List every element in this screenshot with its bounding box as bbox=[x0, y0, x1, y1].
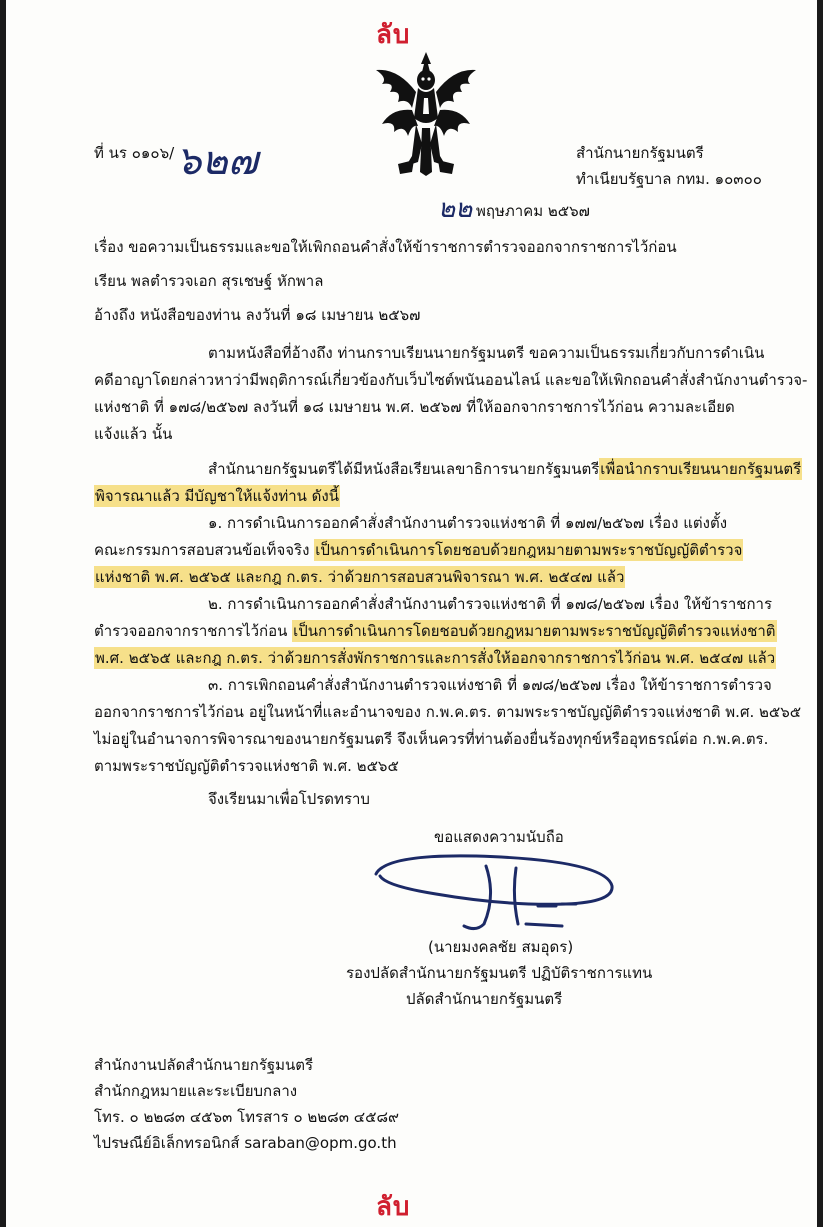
para1-line: ตามหนังสือที่อ้างถึง ท่านกราบเรียนนายกรัฐมนตรี ขอความเป็นธรรมเกี่ยวกับการดำเนิน bbox=[208, 344, 765, 362]
item2-line3 bbox=[94, 651, 776, 666]
reference-number-handwritten: ๖๒๗ bbox=[176, 138, 258, 184]
item3-line: ๓. การเพิกถอนคำสั่งสำนักงานตำรวจแห่งชาติ ที่ ๑๗๘/๒๕๖๗ เรื่อง ให้ข้าราชการตำรวจ bbox=[208, 676, 772, 694]
para2-highlight: พิจารณาแล้ว มีบัญชาให้แจ้งท่าน ดังนี้ bbox=[95, 487, 339, 505]
signer-position-2: ปลัดสำนักนายกรัฐมนตรี bbox=[406, 990, 563, 1008]
item3-line: ไม่อยู่ในอำนาจการพิจารณาของนายกรัฐมนตรี จึงเห็นควรที่ท่านต้องยื่นร้องทุกข์หรืออุทธรณ์ต่อ ก.พ.ค.ตร. bbox=[94, 730, 769, 748]
para2-line1 bbox=[208, 462, 802, 477]
date-day-handwritten: ๒๒ bbox=[438, 194, 473, 224]
issuer-address: ทำเนียบรัฐบาล กทม. ๑๐๓๐๐ bbox=[576, 170, 762, 188]
footer-division: สำนักกฎหมายและระเบียบกลาง bbox=[94, 1082, 298, 1100]
letter-subject: เรื่อง ขอความเป็นธรรมและขอให้เพิกถอนคำสั่งให้ข้าราชการตำรวจออกจากราชการไว้ก่อน bbox=[94, 238, 677, 256]
item3-line: ออกจากราชการไว้ก่อน อยู่ในหน้าที่และอำนาจของ ก.พ.ค.ตร. ตามพระราชบัญญัติตำรวจแห่งชาติ พ.ศ. ๒๕๖๕ bbox=[94, 703, 802, 721]
para1-line: แห่งชาติ ที่ ๑๗๘/๒๕๖๗ ลงวันที่ ๑๘ เมษายน พ.ศ. ๒๕๖๗ ที่ให้ออกจากราชการไว้ก่อน ความละเอียด bbox=[94, 398, 735, 416]
classification-bottom: ลับ bbox=[376, 1192, 411, 1222]
handwritten-signature bbox=[366, 846, 626, 936]
item1-line: ๑. การดำเนินการออกคำสั่งสำนักงานตำรวจแห่งชาติ ที่ ๑๗๗/๒๕๖๗ เรื่อง แต่งตั้ง bbox=[208, 514, 728, 532]
letter-addressee: เรียน พลตำรวจเอก สุรเชษฐ์ หักพาล bbox=[94, 272, 324, 290]
item1-line2 bbox=[94, 543, 743, 558]
signer-position: รองปลัดสำนักนายกรัฐมนตรี ปฏิบัติราชการแทน bbox=[346, 964, 653, 982]
footer-phone: โทร. ๐ ๒๒๘๓ ๔๕๖๓ โทรสาร ๐ ๒๒๘๓ ๔๕๘๙ bbox=[94, 1108, 400, 1126]
classification-top: ลับ bbox=[376, 20, 411, 50]
issuer-office: สำนักนายกรัฐมนตรี bbox=[576, 144, 704, 162]
item1-text: คณะกรรมการสอบสวนข้อเท็จจริง bbox=[94, 541, 315, 559]
item2-highlight: เป็นการดำเนินการโดยชอบด้วยกฎหมายตามพระราชบัญญัติตำรวจแห่งชาติ bbox=[293, 622, 776, 640]
closing-request: จึงเรียนมาเพื่อโปรดทราบ bbox=[208, 790, 370, 808]
item2-line: ๒. การดำเนินการออกคำสั่งสำนักงานตำรวจแห่งชาติ ที่ ๑๗๘/๒๕๖๗ เรื่อง ให้ข้าราชการ bbox=[208, 595, 773, 613]
official-letter bbox=[6, 0, 817, 1227]
item2-highlight: พ.ศ. ๒๕๖๕ และกฎ ก.ตร. ว่าด้วยการสั่งพักราชการและการสั่งให้ออกจากราชการไว้ก่อน พ.ศ. ๒๕๔๗ แล้ว bbox=[95, 649, 776, 667]
signer-name: (นายมงคลชัย สมอุดร) bbox=[428, 938, 574, 956]
reference-number: ที่ นร ๐๑๐๖/ bbox=[94, 144, 175, 162]
item1-highlight: แห่งชาติ พ.ศ. ๒๕๖๕ และกฎ ก.ตร. ว่าด้วยการสอบสวนพิจารณา พ.ศ. ๒๕๔๗ แล้ว bbox=[95, 568, 625, 586]
footer-email: ไปรษณีย์อิเล็กทรอนิกส์ saraban@opm.go.th bbox=[94, 1134, 397, 1152]
item1-highlight: เป็นการดำเนินการโดยชอบด้วยกฎหมายตามพระราชบัญญัติตำรวจ bbox=[315, 541, 743, 559]
para2-line2 bbox=[94, 489, 340, 504]
item2-line2 bbox=[94, 624, 777, 639]
item1-line3 bbox=[94, 570, 625, 585]
letter-date: พฤษภาคม ๒๕๖๗ bbox=[476, 202, 590, 220]
letter-reference: อ้างถึง หนังสือของท่าน ลงวันที่ ๑๘ เมษายน ๒๕๖๗ bbox=[94, 306, 421, 324]
item2-text: ตำรวจออกจากราชการไว้ก่อน bbox=[94, 622, 293, 640]
garuda-emblem-icon bbox=[368, 48, 484, 178]
para1-line: แจ้งแล้ว นั้น bbox=[94, 425, 173, 443]
item3-line: ตามพระราชบัญญัติตำรวจแห่งชาติ พ.ศ. ๒๕๖๕ bbox=[94, 757, 399, 775]
para2-text: สำนักนายกรัฐมนตรีได้มีหนังสือเรียนเลขาธิการนายกรัฐมนตรี bbox=[208, 460, 600, 478]
regards: ขอแสดงความนับถือ bbox=[434, 828, 564, 846]
footer-office: สำนักงานปลัดสำนักนายกรัฐมนตรี bbox=[94, 1056, 314, 1074]
para1-line: คดีอาญาโดยกล่าวหาว่ามีพฤติการณ์เกี่ยวข้องกับเว็บไซต์พนันออนไลน์ และขอให้เพิกถอนคำสั่งสำนักงานตำรวจ- bbox=[94, 371, 808, 389]
para2-highlight: เพื่อนำกราบเรียนนายกรัฐมนตรี bbox=[600, 460, 802, 478]
